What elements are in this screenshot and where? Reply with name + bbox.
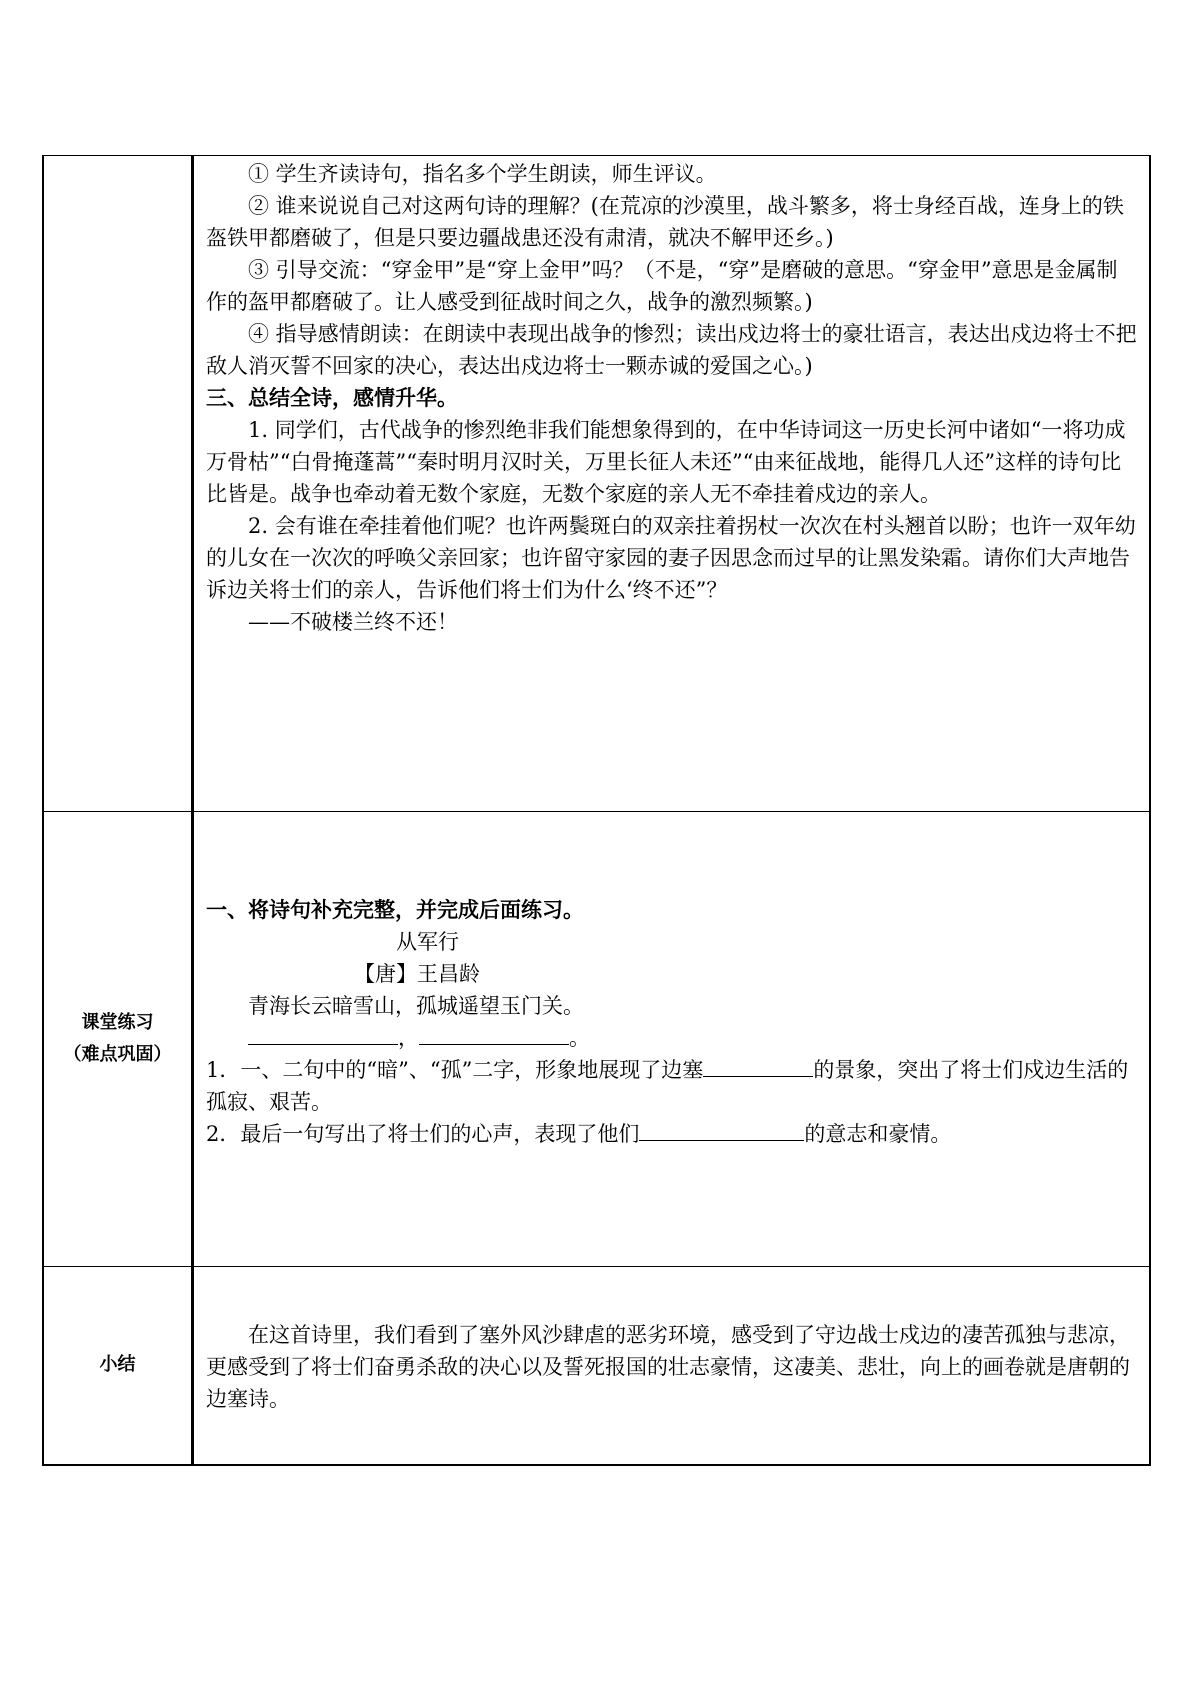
question-1: 1．一、二句中的“暗”、“孤”二字，形象地展现了边塞 的景象，突出了将士们戍边生活的孤寂、艰苦。 [206, 1058, 1129, 1114]
teaching-process-content [193, 156, 1151, 812]
section-3-heading: 三、总结全诗，感情升华。 [206, 385, 458, 410]
exercise-heading: 一、将诗句补充完整，并完成后面练习。 [206, 897, 584, 922]
summary-row [43, 1267, 1150, 1465]
summary-point-2: 2. 会有谁在牵挂着他们呢？也许两鬓斑白的双亲拄着拐杖一次次在村头翘首以盼；也许一双年幼的儿女在一次次的呼唤父亲回家；也许留守家园的妻子因思念而过早的让黑发染霜。请你们大声地告诉边关将士们的亲人，告诉他们将士们为什么‘终不还”？ [206, 514, 1136, 602]
summary-point-1: 1. 同学们，古代战争的惨烈绝非我们能想象得到的，在中华诗词这一历史长河中诸如“一将功成万骨枯”“白骨掩蓬蒿”“秦时明月汉时关，万里长征人未还”“由来征战地，能得几人还”这样的诗句比比皆是。战争也牵动着无数个家庭，无数个家庭的亲人无不牵挂着戍边的亲人。 [206, 418, 1126, 506]
poem-line-1: 青海长云暗雪山，孤城遥望玉门关。 [248, 994, 584, 1018]
summary-content [193, 1267, 1151, 1465]
step-1-text: ① 学生齐读诗句，指名多个学生朗读，师生评议。 [248, 162, 717, 186]
question-2: 2．最后一句写出了将士们的心声，表现了他们 的意志和豪情。 [206, 1122, 952, 1146]
step-4-text: ④ 指导感情朗读：在朗读中表现出战争的惨烈；读出戍边将士的豪壮语言，表达出戍边将士不把敌人消灭誓不回家的决心，表达出戍边将士一颗赤诚的爱国之心。) [206, 322, 1137, 378]
fill-blank-2[interactable] [419, 1024, 569, 1045]
question-1-blank[interactable] [703, 1056, 813, 1077]
row-label-empty [43, 156, 193, 812]
step-2-text: ② 谁来说说自己对这两句诗的理解？(在荒凉的沙漠里，战斗繁多，将士身经百战，连身上的铁盔铁甲都磨破了，但是只要边疆战患还没有肃清，就决不解甲还乡。) [206, 194, 1124, 250]
poem-title: 从军行 [396, 930, 459, 954]
summary-label: 小结 [43, 1267, 193, 1465]
classroom-practice-row [43, 812, 1150, 1267]
summary-text: 在这首诗里，我们看到了塞外风沙肆虐的恶劣环境，感受到了守边战士戍边的凄苦孤独与悲凉，更感受到了将士们奋勇杀敌的决心以及誓死报国的壮志豪情，这凄美、悲壮，向上的画卷就是唐朝的边塞诗。 [206, 1323, 1130, 1411]
poem-fill-line: ， 。 [206, 1022, 1137, 1054]
step-3-text: ③ 引导交流：“穿金甲”是“穿上金甲”吗？（不是，“穿”是磨破的意思。“穿金甲”意思是金属制作的盔甲都磨破了。让人感受到征战时间之久，战争的激烈频繁。) [206, 258, 1118, 314]
classroom-practice-label: 课堂练习 （难点巩固） [43, 812, 193, 1267]
teaching-process-row [43, 156, 1150, 812]
classroom-practice-content [193, 812, 1151, 1267]
fill-blank-1[interactable] [248, 1024, 398, 1045]
closing-line: ——不破楼兰终不还！ [248, 610, 458, 634]
poem-author: 【唐】王昌龄 [354, 962, 480, 986]
lesson-plan-table [42, 155, 1151, 1466]
question-2-blank[interactable] [639, 1120, 804, 1141]
